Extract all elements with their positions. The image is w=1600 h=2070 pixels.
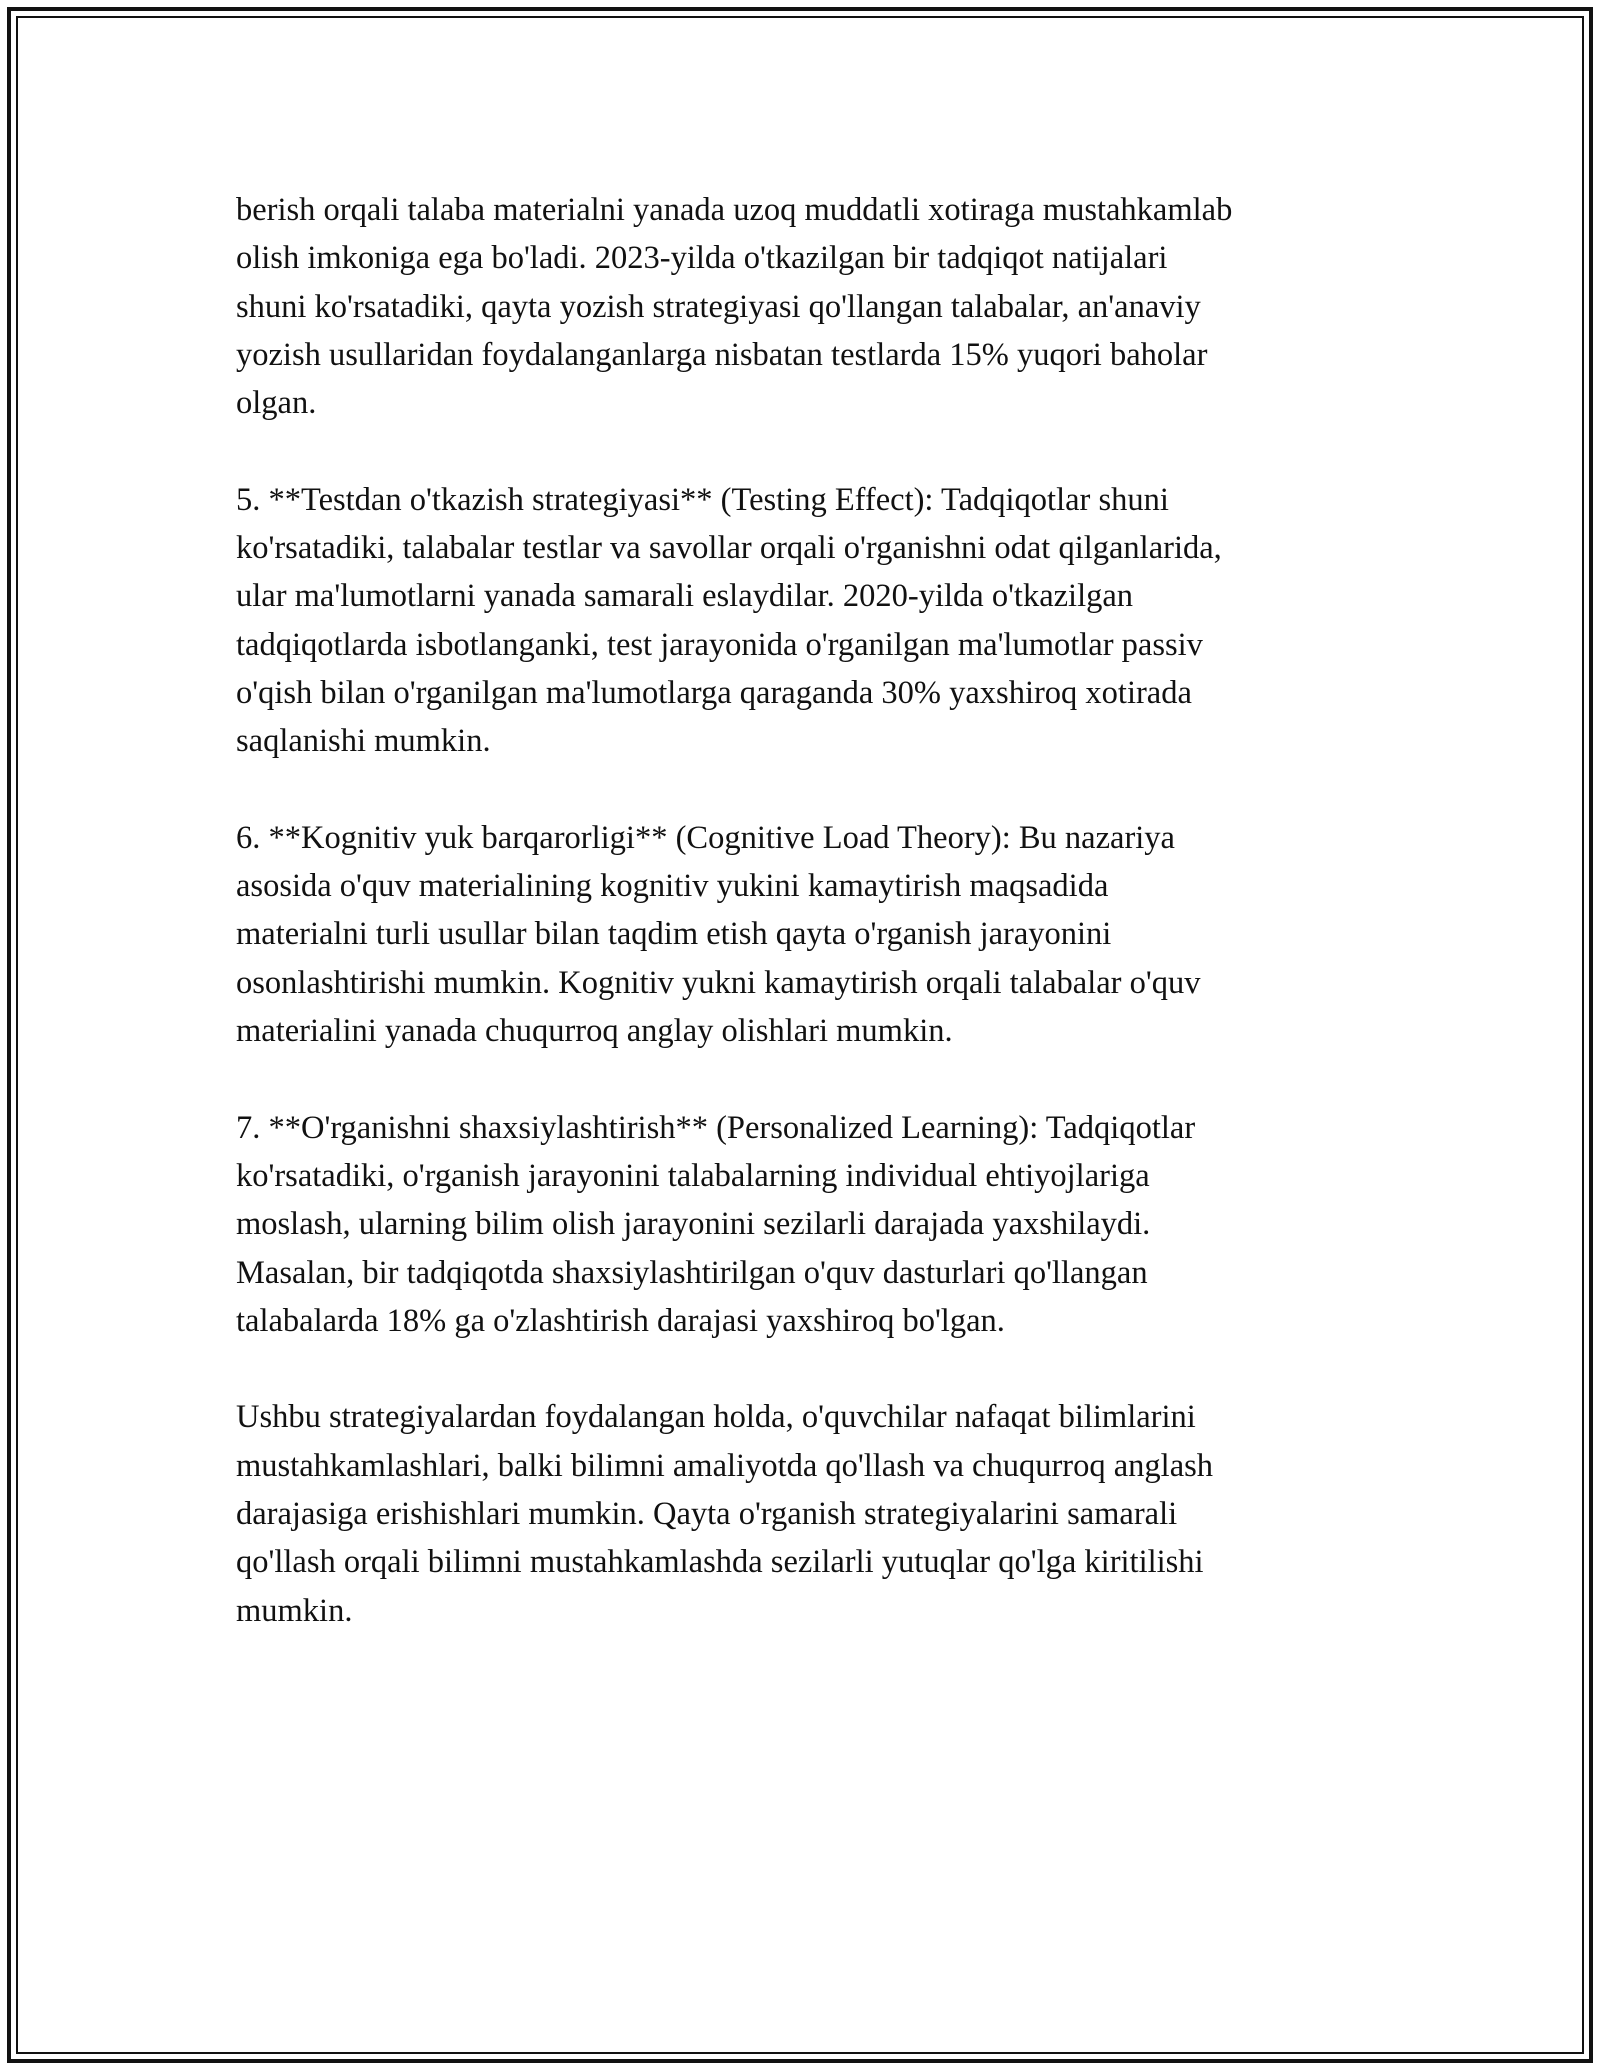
text-line: qo'llash orqali bilimni mustahkamlashda sezilarli yutuqlar qo'lga kiritilishi xyxy=(236,1544,1204,1581)
text-line: 5. **Testdan o'tkazish strategiyasi** (Testing Effect): Tadqiqotlar shuni xyxy=(236,481,1169,518)
text-line: yozish usullaridan foydalanganlarga nisbatan testlarda 15% yuqori baholar xyxy=(236,336,1208,373)
text-line: materialini yanada chuqurroq anglay olishlari mumkin. xyxy=(236,1013,953,1050)
text-line: berish orqali talaba materialni yanada uzoq muddatli xotiraga mustahkamlab xyxy=(236,192,1233,228)
text-line: 6. **Kognitiv yuk barqarorligi** (Cognitive Load Theory): Bu nazariya xyxy=(236,819,1175,856)
text-line: ko'rsatadiki, o'rganish jarayonini talabalarning individual ehtiyojlariga xyxy=(236,1157,1150,1194)
text-line: osonlashtirishi mumkin. Kognitiv yukni kamaytirish orqali talabalar o'quv xyxy=(236,964,1201,1001)
text-line: saqlanishi mumkin. xyxy=(236,723,491,760)
text-line: ular ma'lumotlarni yanada samarali eslaydilar. 2020-yilda o'tkazilgan xyxy=(236,578,1134,615)
paragraph-cognitive-load xyxy=(236,814,1376,1055)
document-body xyxy=(236,186,1376,1683)
text-line: ko'rsatadiki, talabalar testlar va savollar orqali o'rganishni odat qilganlarida, xyxy=(236,530,1222,567)
text-line: materialni turli usullar bilan taqdim etish qayta o'rganish jarayonini xyxy=(236,916,1112,953)
text-line: olish imkoniga ega bo'ladi. 2023-yilda o'tkazilgan bir tadqiqot natijalari xyxy=(236,240,1168,277)
paragraph-personalized-learning xyxy=(236,1104,1376,1345)
paragraph-testing-effect xyxy=(236,476,1376,766)
text-line: Ushbu strategiyalardan foydalangan holda, o'quvchilar nafaqat bilimlarini xyxy=(236,1399,1196,1436)
text-line: shuni ko'rsatadiki, qayta yozish strategiyasi qo'llangan talabalar, an'anaviy xyxy=(236,288,1201,325)
text-line: o'qish bilan o'rganilgan ma'lumotlarga qaraganda 30% yaxshiroq xotirada xyxy=(236,674,1192,711)
text-line: Masalan, bir tadqiqotda shaxsiylashtirilgan o'quv dasturlari qo'llangan xyxy=(236,1254,1148,1291)
text-line: moslash, ularning bilim olish jarayonini sezilarli darajada yaxshilaydi. xyxy=(236,1206,1151,1243)
text-line: 7. **O'rganishni shaxsiylashtirish** (Personalized Learning): Tadqiqotlar xyxy=(236,1109,1196,1146)
text-line: asosida o'quv materialining kognitiv yukini kamaytirish maqsadida xyxy=(236,868,1109,905)
paragraph-conclusion xyxy=(236,1393,1376,1634)
text-line: mumkin. xyxy=(236,1592,353,1629)
text-line: olgan. xyxy=(236,385,317,422)
text-line: tadqiqotlarda isbotlanganki, test jarayonida o'rganilgan ma'lumotlar passiv xyxy=(236,626,1203,663)
text-line: mustahkamlashlari, balki bilimni amaliyotda qo'llash va chuqurroq anglash xyxy=(236,1447,1214,1484)
text-line: talabalarda 18% ga o'zlashtirish darajasi yaxshiroq bo'lgan. xyxy=(236,1302,1005,1339)
paragraph-continuation xyxy=(236,186,1376,427)
text-line: darajasiga erishishlari mumkin. Qayta o'rganish strategiyalarini samarali xyxy=(236,1496,1178,1533)
